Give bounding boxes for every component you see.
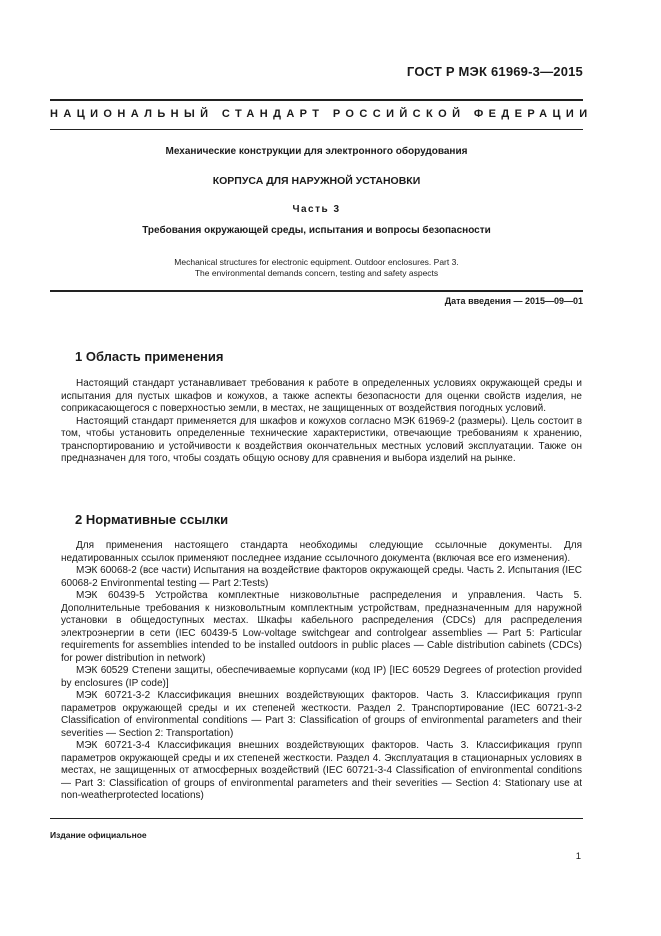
date-rule xyxy=(50,290,583,292)
banner-rule xyxy=(50,129,583,130)
english-title-line-1: Mechanical structures for electronic equipment. Outdoor enclosures. Part 3. xyxy=(174,257,459,267)
section-1-heading: 1 Область применения xyxy=(75,349,224,364)
reference-item: МЭК 60529 Степени защиты, обеспечиваемые корпусами (код IP) [IEC 60529 Degrees of protection provided by enclosures (IP code)] xyxy=(61,665,582,689)
footer-rule xyxy=(50,818,583,819)
paragraph: Настоящий стандарт устанавливает требования к работе в определенных условиях окружающей среды и испытания для пустых шкафов и кожухов, а также аспекты безопасности для оценки свойств изделия, не соприкасающегося с поверхностью земли, в местах, не защищенных от воздействия погодных условий. xyxy=(61,378,582,414)
document-code: ГОСТ Р МЭК 61969-3—2015 xyxy=(406,64,583,79)
part-title: Часть 3 xyxy=(292,204,341,215)
section-2-heading: 2 Нормативные ссылки xyxy=(75,512,229,527)
general-title: Механические конструкции для электронного оборудования xyxy=(165,146,468,157)
reference-item: МЭК 60721-3-4 Классификация внешних воздействующих факторов. Часть 3. Классификация групп параметров окружающей среды и их степеней жесткости. Раздел 4. Эксплуатация в стационарных условиях в местах, не защищенных от атмосферных воздействий (IEC 60721-3-4 Classification of environmental conditions — Part 3: Classification of groups of environmental parameters and their severities — Section 4: Stationary use at non-weatherprotected locations) xyxy=(61,740,582,801)
reference-item: МЭК 60721-3-2 Классификация внешних воздействующих факторов. Часть 3. Классификация групп параметров окружающей среды и их степеней жесткости. Раздел 2. Транспортирование (IEC 60721-3-2 Classification of environmental conditions — Part 3: Classification of groups of environmental parameters and their severities — Section 2: Transportation) xyxy=(61,690,582,739)
section-2-body xyxy=(61,540,582,803)
main-title: КОРПУСА ДЛЯ НАРУЖНОЙ УСТАНОВКИ xyxy=(212,175,421,187)
english-title-line-2: The environmental demands concern, testing and safety aspects xyxy=(194,268,439,278)
official-edition-label: Издание официальное xyxy=(50,830,147,840)
paragraph: Для применения настоящего стандарта необходимы следующие ссылочные документы. Для недатированных ссылок применяют последнее издание ссылочного документа (включая все его изменения). xyxy=(61,540,582,564)
paragraph: Настоящий стандарт применяется для шкафов и кожухов согласно МЭК 61969-2 (размеры). Цель состоит в том, чтобы установить определенные технические характеристики, отвечающие требованиям к хранению, транспортированию и устойчивости к воздействия окончательных местных условий эксплуатации. Также он предназначен для того, чтобы создать общую основу для сравнения и выбора изделий на рынке. xyxy=(61,415,582,464)
page-number: 1 xyxy=(575,851,581,862)
top-rule xyxy=(50,99,583,101)
section-1-body xyxy=(61,378,582,466)
reference-item: МЭК 60068-2 (все части) Испытания на воздействие факторов окружающей среды. Часть 2. Испытания (IEC 60068-2 Environmental testing — Part 2:Tests) xyxy=(61,565,582,589)
introduction-date: Дата введения — 2015—09—01 xyxy=(444,296,583,306)
national-standard-banner: НАЦИОНАЛЬНЫЙ СТАНДАРТ РОССИЙСКОЙ ФЕДЕРАЦИИ xyxy=(50,108,593,120)
reference-item: МЭК 60439-5 Устройства комплектные низковольтные распределения и управления. Часть 5. Дополнительные требования к низковольтным комплектным устройствам, предназначенным для наружной установки в общедоступных местах. Шкафы кабельного распределения (CDCs) для распределения электроэнергии в сети (IEC 60439-5 Low-voltage switchgear and controlgear assemblies — Part 5: Particular requirements for assemblies intended to be installed outdoors in public places — Cable distribution cabinets (CDCs) for power distribution in network) xyxy=(61,590,582,664)
subtitle: Требования окружающей среды, испытания и вопросы безопасности xyxy=(142,225,491,236)
